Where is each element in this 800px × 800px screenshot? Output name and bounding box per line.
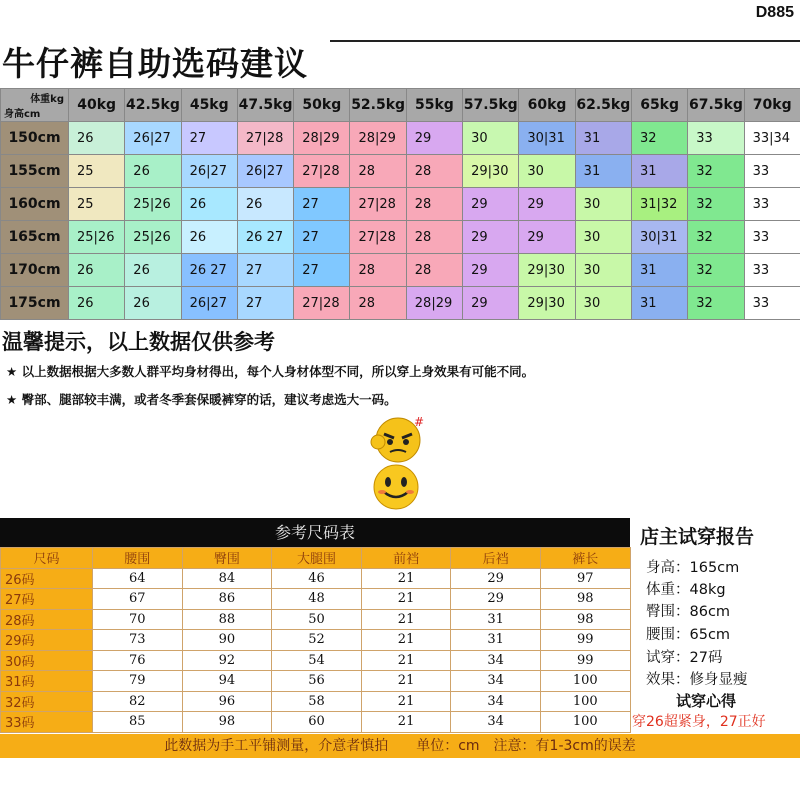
ref-value-cell: 64 [93,568,183,589]
size-cell: 30 [575,188,631,221]
ref-value-cell: 76 [93,650,183,671]
size-cell: 26 [69,122,125,155]
ref-value-cell: 46 [272,568,362,589]
ref-table-row [1,671,631,692]
ref-table-row [1,589,631,610]
measurement-note: 此数据为手工平铺测量，介意者慎拍 单位：cm 注意：有1-3cm的误差 [0,734,800,758]
ref-table-row [1,712,631,733]
size-cell: 28|29 [294,122,350,155]
size-cell: 32 [688,254,744,287]
ref-value-cell: 56 [272,671,362,692]
ref-value-cell: 94 [182,671,272,692]
title-divider [330,40,800,42]
ref-value-cell: 21 [361,568,451,589]
ref-size-cell: 33码 [1,712,93,733]
ref-value-cell: 99 [540,650,630,671]
ref-value-cell: 21 [361,671,451,692]
ref-value-cell: 88 [182,609,272,630]
size-cell: 31 [631,287,687,320]
size-cell: 26 [125,254,181,287]
size-cell: 29 [463,287,519,320]
ref-value-cell: 100 [540,671,630,692]
size-cell: 26 27 [181,254,237,287]
ref-value-cell: 54 [272,650,362,671]
ref-value-cell: 86 [182,589,272,610]
size-cell: 26 [181,221,237,254]
size-cell: 33|34 [744,122,800,155]
ref-value-cell: 21 [361,691,451,712]
size-cell: 25 [69,155,125,188]
weight-header: 70kg [744,89,800,122]
product-code: D885 [755,4,794,21]
size-cell: 26 [69,287,125,320]
ref-table-row [1,650,631,671]
corner-weight-label: 体重kg [30,94,64,105]
size-cell: 29|30 [519,254,575,287]
height-header: 175cm [1,287,69,320]
tip-item [6,390,397,408]
ref-value-cell: 52 [272,630,362,651]
size-cell: 31 [575,122,631,155]
size-cell: 29 [406,122,462,155]
ref-value-cell: 58 [272,691,362,712]
size-cell: 27|28 [350,188,406,221]
size-cell: 27 [237,287,293,320]
ref-size-cell: 29码 [1,630,93,651]
ref-value-cell: 99 [540,630,630,651]
ref-value-cell: 34 [451,650,541,671]
ref-value-cell: 100 [540,712,630,733]
ref-column-header: 臀围 [182,548,272,569]
weight-header: 50kg [294,89,350,122]
weight-header: 52.5kg [350,89,406,122]
size-cell: 33 [744,254,800,287]
size-cell: 30 [519,155,575,188]
report-item: 试穿：27码 [646,650,723,666]
tips-title: 温馨提示，以上数据仅供参考 [2,330,275,354]
ref-value-cell: 82 [93,691,183,712]
size-cell: 25|26 [125,188,181,221]
size-cell: 28 [350,287,406,320]
size-cell: 26|27 [237,155,293,188]
ref-size-cell: 26码 [1,568,93,589]
ref-column-header: 裤长 [540,548,630,569]
size-cell: 32 [688,221,744,254]
size-cell: 31|32 [631,188,687,221]
size-cell: 27|28 [350,221,406,254]
size-cell: 27 [294,221,350,254]
size-cell: 33 [744,221,800,254]
ref-value-cell: 85 [93,712,183,733]
size-cell: 27|28 [294,155,350,188]
size-cell: 29|30 [519,287,575,320]
size-cell: 25|26 [69,221,125,254]
size-cell: 26 [181,188,237,221]
ref-value-cell: 21 [361,650,451,671]
ref-value-cell: 98 [540,589,630,610]
size-cell: 32 [688,287,744,320]
size-cell: 31 [631,155,687,188]
size-cell: 28 [406,188,462,221]
height-header: 160cm [1,188,69,221]
ref-value-cell: 34 [451,671,541,692]
ref-value-cell: 70 [93,609,183,630]
ref-value-cell: 21 [361,589,451,610]
report-item: 身高：165cm [646,560,740,576]
ref-value-cell: 29 [451,568,541,589]
size-cell: 25|26 [125,221,181,254]
weight-header: 67.5kg [688,89,744,122]
ref-column-header: 后裆 [451,548,541,569]
corner-height-label: 身高cm [4,109,41,120]
ref-table-row [1,691,631,712]
weight-header: 60kg [519,89,575,122]
weight-header: 65kg [631,89,687,122]
size-cell: 29 [519,188,575,221]
report-heart-title: 试穿心得 [676,692,737,710]
size-reference-table [0,547,631,733]
ref-value-cell: 21 [361,609,451,630]
size-cell: 26 27 [237,221,293,254]
angry-emoji-icon [366,412,430,464]
size-cell: 28 [406,155,462,188]
size-cell: 29 [463,221,519,254]
ref-value-cell: 60 [272,712,362,733]
ref-value-cell: 29 [451,589,541,610]
tip-text: 臀部、腿部较丰满，或者冬季套保暖裤穿的话，建议考虑选大一码。 [21,392,397,407]
size-cell: 27|28 [237,122,293,155]
size-cell: 26 [69,254,125,287]
size-cell: 31 [631,254,687,287]
size-cell: 32 [688,155,744,188]
size-cell: 30|31 [631,221,687,254]
weight-header: 57.5kg [463,89,519,122]
size-cell: 27 [294,188,350,221]
ref-value-cell: 31 [451,630,541,651]
weight-header: 45kg [181,89,237,122]
size-cell: 33 [688,122,744,155]
star-icon: ★ [6,364,22,379]
size-cell: 29 [463,188,519,221]
size-cell: 28 [350,254,406,287]
ref-size-cell: 32码 [1,691,93,712]
smile-emoji-icon [370,462,422,512]
ref-column-header: 腰围 [93,548,183,569]
size-cell: 28|29 [350,122,406,155]
size-cell: 32 [688,188,744,221]
size-cell: 28 [406,254,462,287]
size-cell: 26 [125,287,181,320]
ref-value-cell: 21 [361,630,451,651]
report-item: 腰围：65cm [646,627,731,643]
size-grid [0,88,800,320]
ref-table-row [1,568,631,589]
height-header: 155cm [1,155,69,188]
ref-size-cell: 31码 [1,671,93,692]
ref-value-cell: 98 [540,609,630,630]
height-header: 150cm [1,122,69,155]
report-title: 店主试穿报告 [640,526,755,548]
ref-value-cell: 96 [182,691,272,712]
size-cell: 25 [69,188,125,221]
size-cell: 26|27 [181,155,237,188]
ref-value-cell: 67 [93,589,183,610]
ref-value-cell: 50 [272,609,362,630]
ref-table-title: 参考尺码表 [0,518,630,547]
page-title: 牛仔裤自助选码建议 [2,44,308,83]
ref-value-cell: 21 [361,712,451,733]
ref-table-row [1,630,631,651]
ref-value-cell: 84 [182,568,272,589]
ref-value-cell: 79 [93,671,183,692]
report-item: 体重：48kg [646,582,726,598]
size-cell: 27 [237,254,293,287]
ref-value-cell: 34 [451,691,541,712]
size-cell: 33 [744,188,800,221]
size-cell: 26 [237,188,293,221]
weight-header: 62.5kg [575,89,631,122]
size-cell: 30 [463,122,519,155]
ref-size-cell: 27码 [1,589,93,610]
size-cell: 31 [575,155,631,188]
ref-value-cell: 100 [540,691,630,712]
report-heart-text: 穿26超紧身，27正好 [632,714,766,730]
size-cell: 33 [744,287,800,320]
size-cell: 26|27 [125,122,181,155]
ref-value-cell: 98 [182,712,272,733]
weight-header: 47.5kg [237,89,293,122]
size-cell: 29 [463,254,519,287]
tip-item [6,362,534,380]
ref-value-cell: 48 [272,589,362,610]
ref-value-cell: 34 [451,712,541,733]
grid-corner [1,89,69,122]
weight-header: 55kg [406,89,462,122]
size-cell: 27 [294,254,350,287]
star-icon: ★ [6,392,22,407]
size-cell: 29 [519,221,575,254]
ref-column-header: 大腿围 [272,548,362,569]
tip-text: 以上数据根据大多数人群平均身材得出，每个人身材体型不同，所以穿上身效果有可能不同。 [21,364,535,379]
ref-value-cell: 31 [451,609,541,630]
size-cell: 29|30 [463,155,519,188]
size-cell: 28 [350,155,406,188]
size-cell: 30 [575,287,631,320]
svg-text:#: # [414,415,425,429]
report-item: 效果：修身显瘦 [646,672,748,688]
size-cell: 27|28 [294,287,350,320]
report-item: 臀围：86cm [646,604,731,620]
size-cell: 32 [631,122,687,155]
size-cell: 30 [575,254,631,287]
ref-value-cell: 92 [182,650,272,671]
weight-header: 40kg [69,89,125,122]
size-cell: 30 [575,221,631,254]
size-cell: 33 [744,155,800,188]
size-cell: 28|29 [406,287,462,320]
ref-column-header: 前裆 [361,548,451,569]
size-cell: 27 [181,122,237,155]
size-cell: 26 [125,155,181,188]
ref-column-header: 尺码 [1,548,93,569]
ref-value-cell: 97 [540,568,630,589]
ref-table-row [1,609,631,630]
height-header: 165cm [1,221,69,254]
size-cell: 26|27 [181,287,237,320]
weight-header: 42.5kg [125,89,181,122]
ref-value-cell: 73 [93,630,183,651]
height-header: 170cm [1,254,69,287]
ref-size-cell: 28码 [1,609,93,630]
size-cell: 30|31 [519,122,575,155]
size-cell: 28 [406,221,462,254]
ref-size-cell: 30码 [1,650,93,671]
ref-value-cell: 90 [182,630,272,651]
